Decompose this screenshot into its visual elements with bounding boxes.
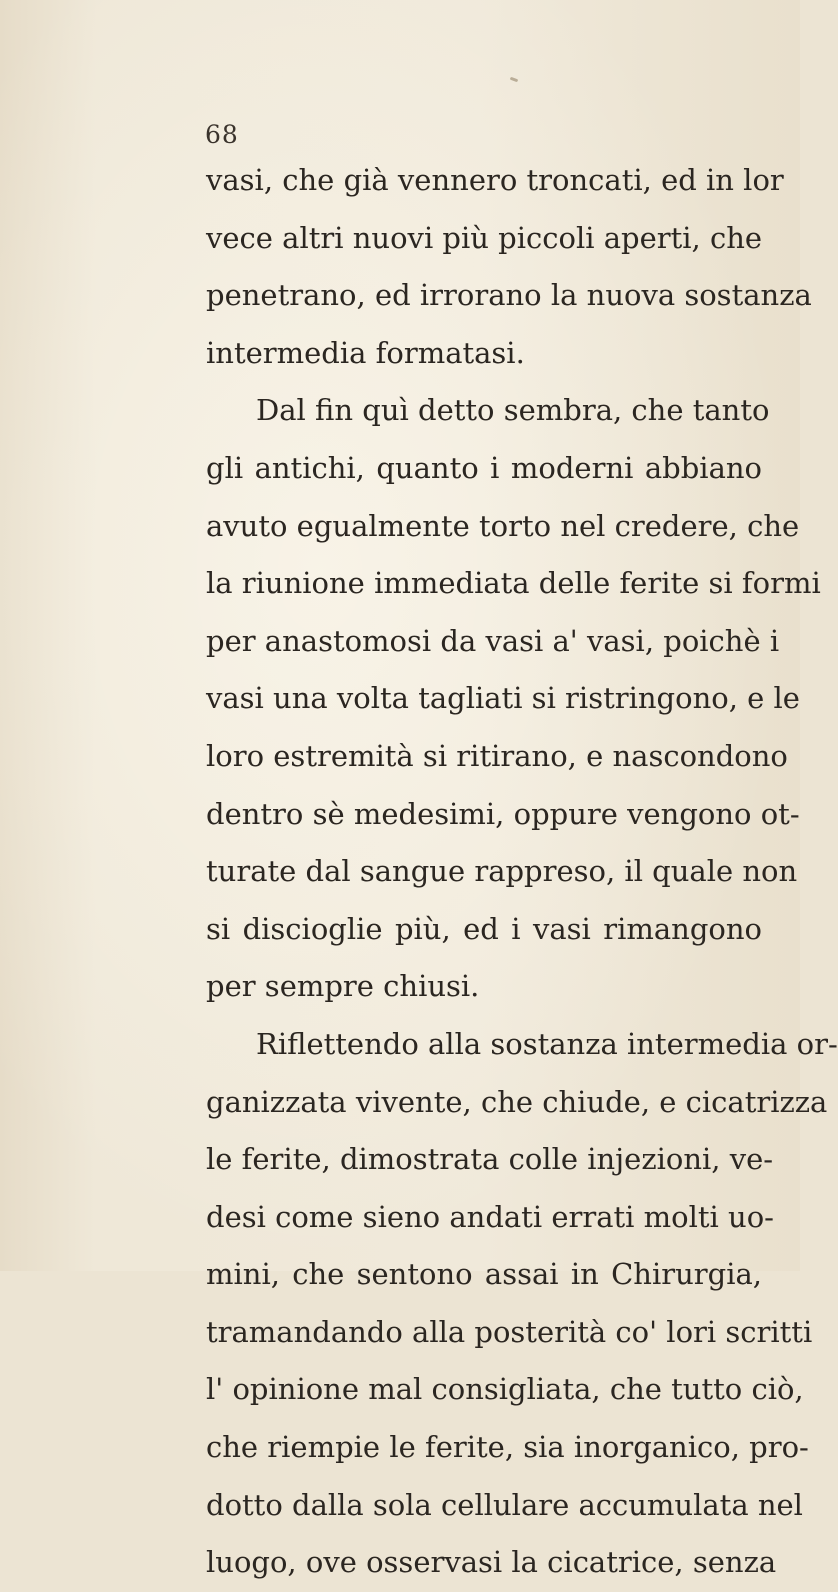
text-line: Dal fin quì detto sembra, che tanto (256, 393, 770, 428)
text-line: vasi, che già vennero troncati, ed in lor (206, 163, 784, 197)
paper-stain (510, 77, 519, 83)
text-line: per sempre chiusi. (206, 969, 480, 1004)
text-line: penetrano, ed irrorano la nuova sostanza (206, 278, 812, 313)
text-line: luogo, ove osservasi la cicatrice, senza (206, 1545, 777, 1580)
text-line: ganizzata vivente, che chiude, e cicatrizza (206, 1084, 828, 1119)
body-text (206, 152, 838, 1592)
text-line: avuto egualmente torto nel credere, che (206, 508, 800, 543)
text-line: vece altri nuovi più piccoli aperti, che (206, 220, 763, 255)
text-line: Riflettendo alla sostanza intermedia or- (256, 1026, 838, 1061)
text-line: dotto dalla sola cellulare accumulata nel (206, 1487, 803, 1522)
text-line: vasi una volta tagliati si ristringono, e le (206, 681, 800, 716)
text-line: gli antichi, quanto i moderni abbiano (206, 450, 762, 485)
text-line: le ferite, dimostrata colle injezioni, ve- (206, 1142, 774, 1177)
text-line: mini, che sentono assai in Chirurgia, (206, 1257, 762, 1292)
text-line: intermedia formatasi. (206, 335, 525, 370)
text-line: loro estremità si ritirano, e nascondono (206, 738, 788, 773)
text-line: turate dal sangue rappreso, il quale non (206, 854, 798, 889)
page-number: 68 (205, 120, 239, 149)
text-line: tramandando alla posterità co' lori scritti (206, 1314, 813, 1349)
text-line: desi come sieno andati errati molti uo- (206, 1199, 774, 1234)
text-line: che riempie le ferite, sia inorganico, pro- (206, 1430, 809, 1465)
text-line: dentro sè medesimi, oppure vengono ot- (206, 796, 800, 831)
text-line: si discioglie più, ed i vasi rimangono (206, 911, 762, 946)
text-line: l' opinione mal consigliata, che tutto ciò, (206, 1372, 804, 1407)
text-line: per anastomosi da vasi a' vasi, poichè i (206, 623, 780, 658)
text-line: la riunione immediata delle ferite si formi (206, 566, 821, 601)
